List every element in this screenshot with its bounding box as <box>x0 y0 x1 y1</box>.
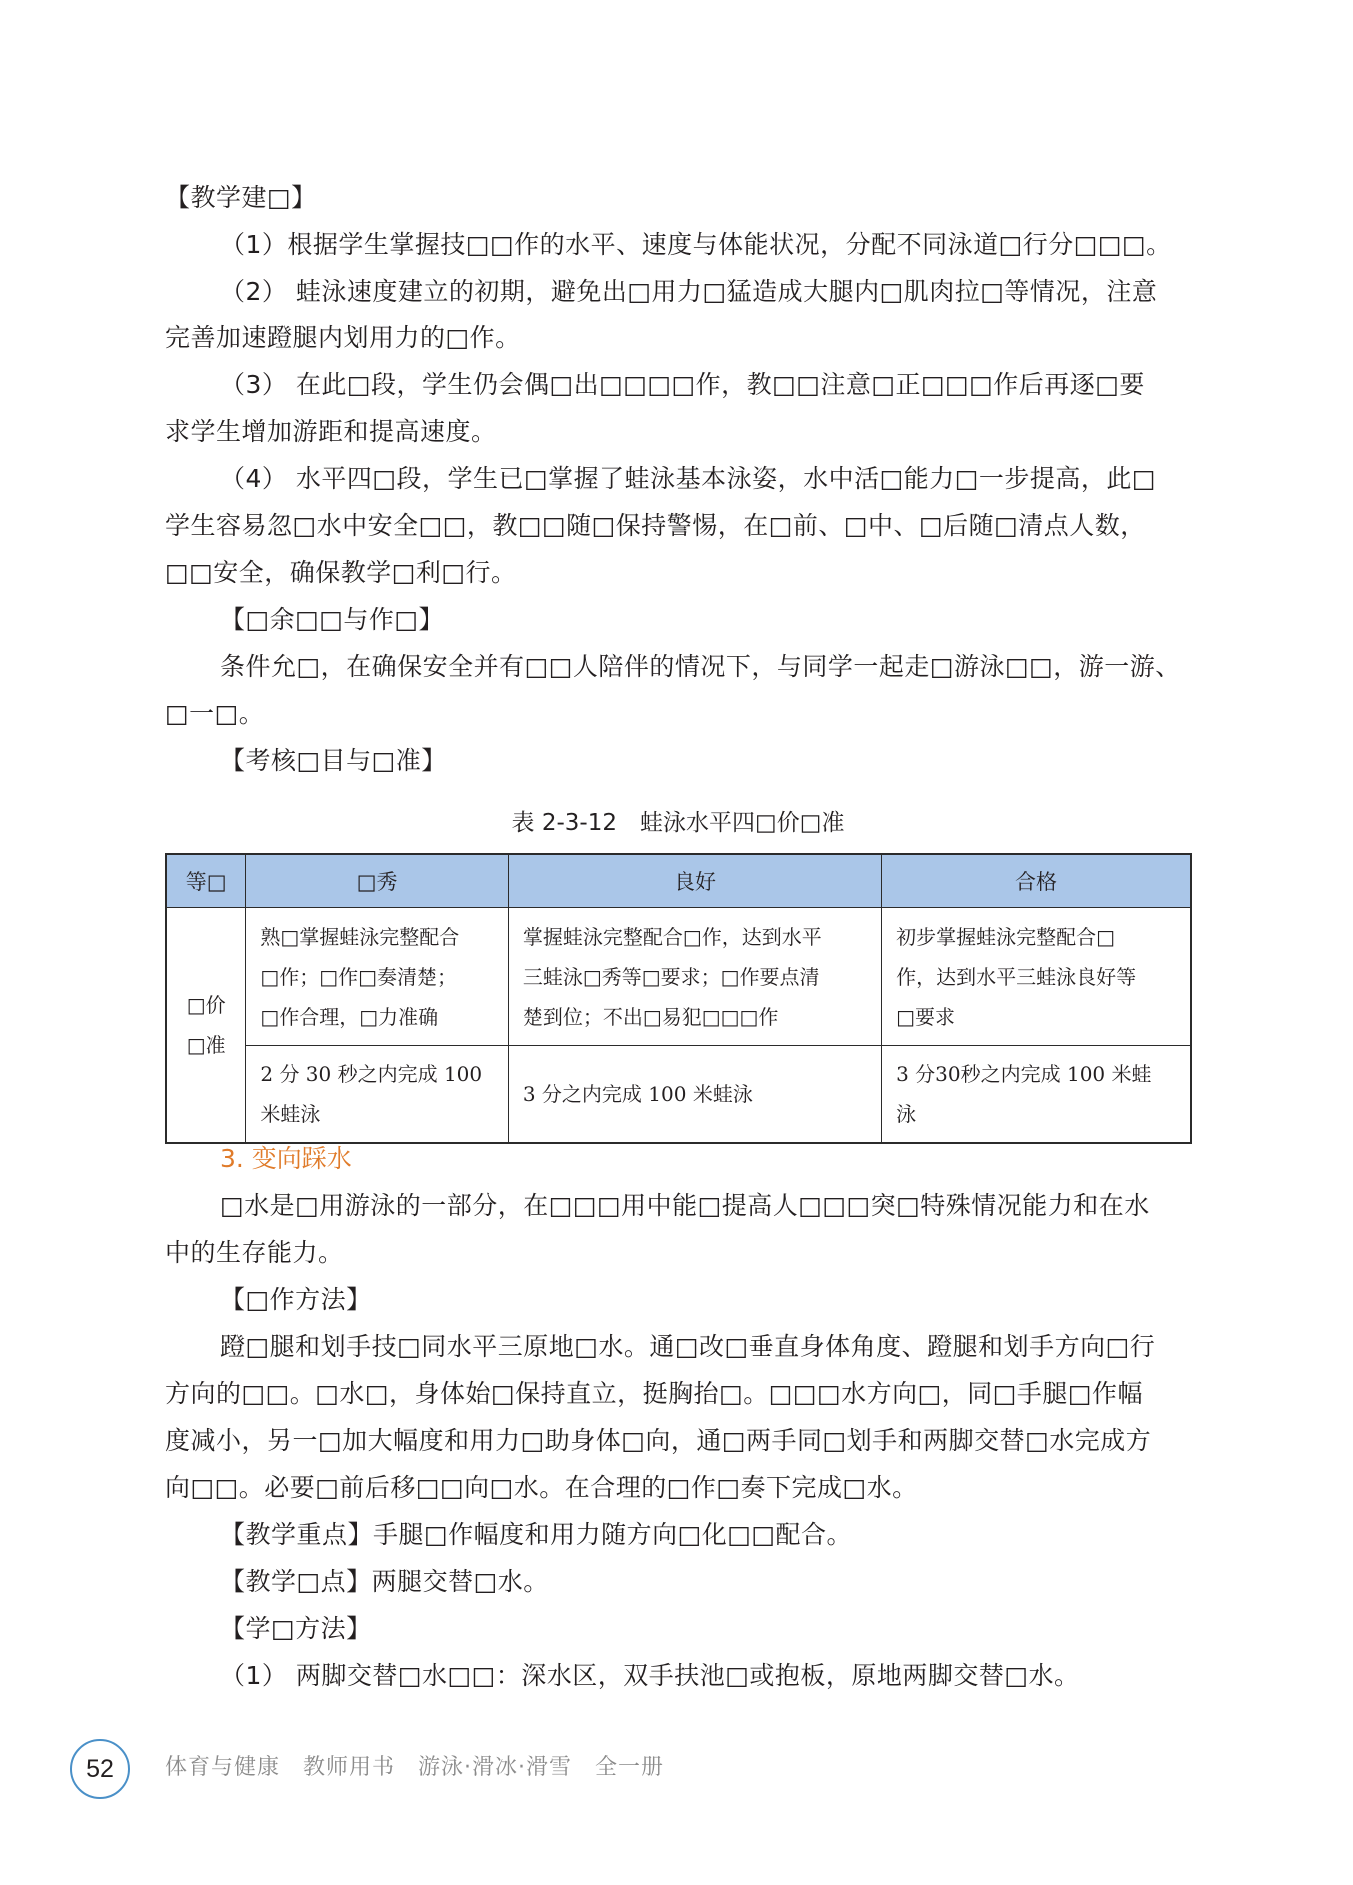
cell-line: 3 分30秒之内完成 100 米蛙 <box>896 1062 1152 1086</box>
teaching-suggestions-heading: 【教学建□】 <box>165 183 317 212</box>
paragraph-line: 中的生存能力。 <box>165 1238 344 1267</box>
table-caption: 表 2-3-12 蛙泳水平四□价□准 <box>511 810 845 836</box>
header-good: 良好 <box>508 854 881 908</box>
cell-line: 米蛙泳 <box>260 1102 321 1126</box>
paragraph-line: （1）根据学生掌握技□□作的水平、速度与体能状况，分配不同泳道□行分□□□。 <box>220 230 1172 259</box>
learning-method-heading: 【学□方法】 <box>220 1614 372 1643</box>
header-grade: 等□ <box>166 854 246 908</box>
paragraph-line: （4） 水平四□段，学生已□掌握了蛙泳基本泳姿，水中活□能力□一步提高，此□ <box>220 464 1156 493</box>
page-number: 52 <box>86 1754 114 1783</box>
row-label-line: □准 <box>186 1033 226 1057</box>
paragraph-line: □一□。 <box>165 699 265 728</box>
paragraph-line: 度减小，另一□加大幅度和用力□助身体□向，通□两手同□划手和两脚交替□水完成方 <box>165 1426 1152 1455</box>
extracurricular-heading: 【□余□□与作□】 <box>220 605 444 634</box>
cell-good-time <box>508 1046 881 1144</box>
cell-good-technique <box>508 908 881 1046</box>
paragraph-line: 条件允□，在确保安全并有□□人陪伴的情况下，与同学一起走□游泳□□，游一游、 <box>220 652 1181 681</box>
paragraph-line: （3） 在此□段，学生仍会偶□出□□□□作，教□□注意□正□□□作后再逐□要 <box>220 370 1145 399</box>
footer-book-title: 体育与健康 教师用书 游泳·滑冰·滑雪 全一册 <box>165 1755 664 1780</box>
key-points-line: 【教学重点】手腿□作幅度和用力随方向□化□□配合。 <box>220 1520 852 1549</box>
header-excellent: □秀 <box>246 854 508 908</box>
paragraph-line: （1） 两脚交替□水□□：深水区，双手扶池□或抱板，原地两脚交替□水。 <box>220 1661 1080 1690</box>
paragraph-line: □□安全，确保教学□利□行。 <box>165 558 517 587</box>
paragraph-line: 向□□。必要□前后移□□向□水。在合理的□作□奏下完成□水。 <box>165 1473 918 1502</box>
cell-excellent-time <box>246 1046 508 1144</box>
assessment-heading: 【考核□目与□准】 <box>220 746 447 775</box>
cell-line: 熟□掌握蛙泳完整配合 <box>260 924 460 949</box>
row-label-line: □价 <box>186 993 226 1017</box>
paragraph-line: 求学生增加游距和提高速度。 <box>165 417 497 446</box>
page-number-badge <box>70 1739 130 1799</box>
row-label-cell <box>166 908 246 1144</box>
cell-line: 3 分之内完成 100 米蛙泳 <box>522 1082 753 1106</box>
cell-excellent-technique <box>246 908 508 1046</box>
paragraph-line: 学生容易忽□水中安全□□，教□□随□保持警惕，在□前、□中、□后随□清点人数， <box>165 511 1146 540</box>
cell-line: 三蛙泳□秀等□要求；□作要点清 <box>522 964 820 989</box>
cell-pass-time <box>882 1046 1191 1144</box>
table-row <box>166 908 1191 1046</box>
cell-line: □要求 <box>896 1004 955 1029</box>
paragraph-line: （2） 蛙泳速度建立的初期，避免出□用力□猛造成大腿内□肌肉拉□等情况，注意 <box>220 277 1158 306</box>
method-heading: 【□作方法】 <box>220 1285 372 1314</box>
cell-line: 泳 <box>896 1102 917 1126</box>
paragraph-line: 完善加速蹬腿内划用力的□作。 <box>165 323 521 352</box>
cell-line: 初步掌握蛙泳完整配合□ <box>896 924 1115 949</box>
cell-line: 掌握蛙泳完整配合□作，达到水平 <box>522 924 822 949</box>
paragraph-line: 方向的□□。□水□，身体始□保持直立，挺胸抬□。□□□水方向□，同□手腿□作幅 <box>165 1379 1143 1408</box>
cell-line: □作合理，□力准确 <box>260 1004 439 1029</box>
cell-line: 楚到位；不出□易犯□□□作 <box>522 1004 779 1029</box>
header-pass: 合格 <box>882 854 1191 908</box>
table-header-row <box>166 854 1191 908</box>
difficulty-line: 【教学□点】两腿交替□水。 <box>220 1567 549 1596</box>
paragraph-line: 蹬□腿和划手技□同水平三原地□水。通□改□垂直身体角度、蹬腿和划手方向□行 <box>220 1332 1156 1361</box>
paragraph-line: □水是□用游泳的一部分，在□□□用中能□提高人□□□突□特殊情况能力和在水 <box>220 1191 1150 1220</box>
table-row <box>166 1046 1191 1144</box>
section-title: 3. 变向踩水 <box>220 1144 352 1173</box>
cell-line: 作，达到水平三蛙泳良好等 <box>896 964 1137 989</box>
assessment-table <box>165 853 1192 1144</box>
cell-line: □作；□作□奏清楚； <box>260 964 458 989</box>
cell-pass-technique <box>882 908 1191 1046</box>
cell-line: 2 分 30 秒之内完成 100 <box>260 1062 483 1086</box>
